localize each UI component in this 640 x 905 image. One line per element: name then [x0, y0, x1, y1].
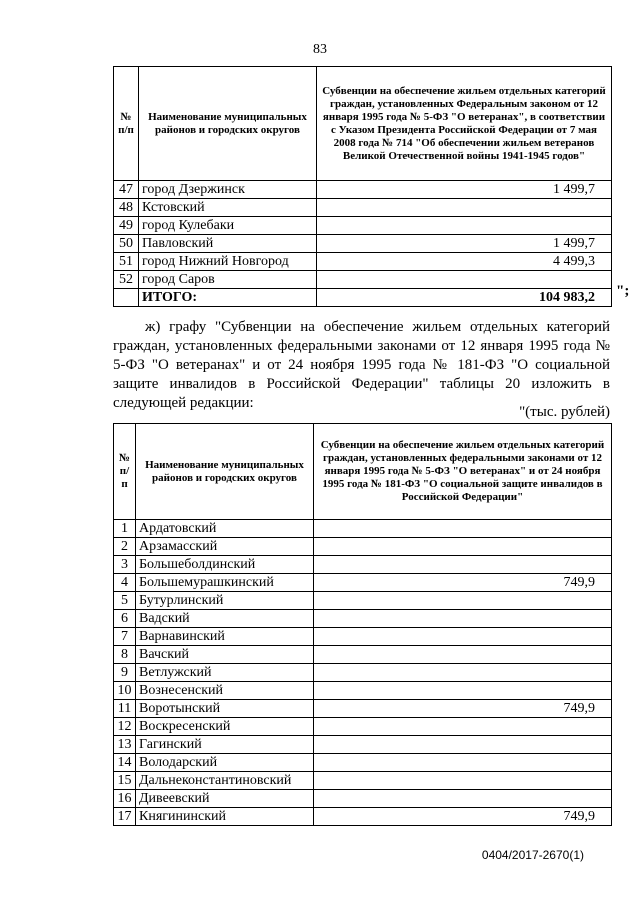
column-header-name: Наименование муниципальных районов и городских округов [136, 424, 314, 520]
row-num: 9 [114, 664, 136, 682]
row-value [314, 718, 612, 736]
table-row [114, 664, 612, 682]
row-value [314, 610, 612, 628]
row-name: Павловский [139, 235, 317, 253]
table-row [114, 736, 612, 754]
row-num: 15 [114, 772, 136, 790]
table-header-row [114, 424, 612, 520]
row-num: 7 [114, 628, 136, 646]
row-num: 14 [114, 754, 136, 772]
subsidy-table-1 [113, 66, 612, 307]
row-name: Вачский [136, 646, 314, 664]
row-num: 17 [114, 808, 136, 826]
row-value [314, 754, 612, 772]
row-value [317, 217, 612, 235]
row-num: 16 [114, 790, 136, 808]
row-name: Ветлужский [136, 664, 314, 682]
closing-quote: "; [616, 283, 630, 299]
row-num: 8 [114, 646, 136, 664]
row-value [314, 538, 612, 556]
table-row [114, 235, 612, 253]
row-name: город Нижний Новгород [139, 253, 317, 271]
row-name: Володарский [136, 754, 314, 772]
row-value [314, 790, 612, 808]
row-name: Дивеевский [136, 790, 314, 808]
row-name: Кстовский [139, 199, 317, 217]
row-name: Бутурлинский [136, 592, 314, 610]
row-name: Воротынский [136, 700, 314, 718]
table-row [114, 556, 612, 574]
table-row [114, 700, 612, 718]
row-value: 1 499,7 [317, 235, 612, 253]
row-name: Дальнеконстантиновский [136, 772, 314, 790]
row-name: Вадский [136, 610, 314, 628]
row-num: 11 [114, 700, 136, 718]
row-num: 49 [114, 217, 139, 235]
row-num: 10 [114, 682, 136, 700]
table-row [114, 574, 612, 592]
column-header-num: № п/п [114, 67, 139, 181]
row-name: город Саров [139, 271, 317, 289]
table-row [114, 217, 612, 235]
row-num: 13 [114, 736, 136, 754]
column-header-name: Наименование муниципальных районов и городских округов [139, 67, 317, 181]
row-num: 6 [114, 610, 136, 628]
row-num: 2 [114, 538, 136, 556]
column-header-num: № п/п [114, 424, 136, 520]
table-row [114, 790, 612, 808]
row-value [317, 271, 612, 289]
total-value: 104 983,2 [317, 289, 612, 307]
row-num: 4 [114, 574, 136, 592]
row-num: 1 [114, 520, 136, 538]
page-number: 83 [313, 42, 327, 57]
table-row [114, 199, 612, 217]
row-num: 5 [114, 592, 136, 610]
row-name: город Кулебаки [139, 217, 317, 235]
table-row [114, 772, 612, 790]
row-num: 12 [114, 718, 136, 736]
column-header-value: Субвенции на обеспечение жильем отдельных категорий граждан, установленных Федеральным законом от 12 января 1995 года № 5-ФЗ "О ветеранах", в соответствии с Указом Президента Российской Федерации от 7 мая 2008 года № 714 "Об обеспечении жильем ветеранов Великой Отечественной войны 1941-1945 годов" [317, 67, 612, 181]
table-row [114, 628, 612, 646]
document-code: 0404/2017-2670(1) [481, 848, 584, 862]
row-name: Большеболдинский [136, 556, 314, 574]
row-name: Княгининский [136, 808, 314, 826]
row-value [314, 664, 612, 682]
table-row [114, 646, 612, 664]
row-value [314, 682, 612, 700]
table-row [114, 592, 612, 610]
table-row [114, 682, 612, 700]
row-name: Вознесенский [136, 682, 314, 700]
row-value [314, 646, 612, 664]
row-value: 749,9 [314, 574, 612, 592]
row-num: 50 [114, 235, 139, 253]
table-row [114, 520, 612, 538]
row-value [314, 592, 612, 610]
row-value [314, 520, 612, 538]
amendment-paragraph [113, 318, 610, 413]
table-row [114, 538, 612, 556]
total-row [114, 289, 612, 307]
table-header-row [114, 67, 612, 181]
table-row [114, 718, 612, 736]
table-row [114, 808, 612, 826]
row-value: 749,9 [314, 700, 612, 718]
row-num: 48 [114, 199, 139, 217]
table-row [114, 181, 612, 199]
row-num: 51 [114, 253, 139, 271]
table-row [114, 610, 612, 628]
subsidy-table-2 [113, 423, 612, 826]
row-value [314, 628, 612, 646]
paragraph-text: ж) графу "Субвенции на обеспечение жильем отдельных категорий граждан, установленных федеральными законами от 12 января 1995 года № 5-ФЗ "О ветеранах" и от 24 ноября 1995 года № 181-ФЗ "О социальной защите инвалидов в Российской Федерации" таблицы 20 изложить в следующей редакции: [113, 319, 610, 411]
row-value [314, 736, 612, 754]
table-row [114, 253, 612, 271]
row-name: Арзамасский [136, 538, 314, 556]
row-value [317, 199, 612, 217]
row-num: 47 [114, 181, 139, 199]
table-row [114, 271, 612, 289]
row-value: 4 499,3 [317, 253, 612, 271]
row-value [314, 772, 612, 790]
row-name: Варнавинский [136, 628, 314, 646]
row-name: Гагинский [136, 736, 314, 754]
total-label: ИТОГО: [139, 289, 317, 307]
row-num: 52 [114, 271, 139, 289]
table-row [114, 754, 612, 772]
row-value: 1 499,7 [317, 181, 612, 199]
row-value [314, 556, 612, 574]
row-name: Ардатовский [136, 520, 314, 538]
column-header-value: Субвенции на обеспечение жильем отдельных категорий граждан, установленных федеральными законами от 12 января 1995 года № 5-ФЗ "О ветеранах" и от 24 ноября 1995 года № 181-ФЗ "О социальной защите инвалидов в Российской Федерации" [314, 424, 612, 520]
row-num: 3 [114, 556, 136, 574]
row-value: 749,9 [314, 808, 612, 826]
row-name: Большемурашкинский [136, 574, 314, 592]
row-name: Воскресенский [136, 718, 314, 736]
units-label: "(тыс. рублей) [519, 404, 610, 420]
row-name: город Дзержинск [139, 181, 317, 199]
